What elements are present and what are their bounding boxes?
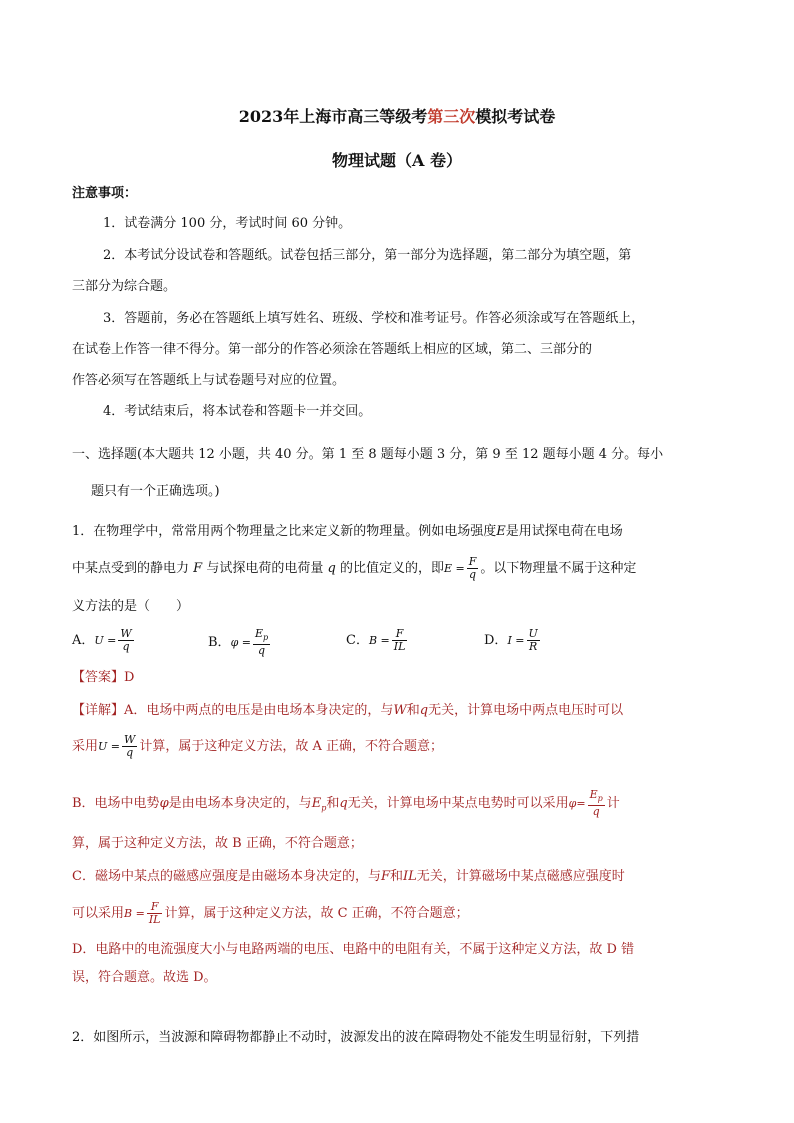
- note-item-2a: 2．本考试分设试卷和答题纸。试卷包括三部分，第一部分为选择题，第二部分为填空题，第: [103, 248, 632, 263]
- detail-text: 和: [389, 869, 403, 884]
- symbol-E: E: [496, 524, 506, 539]
- symbol-phi: φ: [159, 796, 169, 812]
- fraction-denominator: q: [122, 640, 130, 653]
- q1-line-1: [72, 522, 623, 542]
- fraction-numerator: W: [124, 733, 136, 746]
- symbol-IL: IL: [403, 869, 417, 884]
- notes-heading: 注意事项：: [72, 186, 138, 201]
- note-item-3c: 作答必须写在答题纸上与试卷题号对应的位置。: [72, 373, 346, 388]
- symbol-q: q: [419, 703, 429, 718]
- detail-text: 无关，计算电场中某点电势时可以采用: [347, 796, 569, 812]
- note-item-1: 1．试卷满分 100 分，考试时间 60 分钟。: [103, 216, 352, 231]
- fraction-numerator: [588, 789, 605, 806]
- exam-subtitle: 物理试题（A 卷）: [332, 151, 462, 170]
- detail-d-line-1: D．电路中的电流强度大小与电路两端的电压、电路中的电阻有关，不属于这种定义方法，故 D 错: [72, 942, 635, 957]
- formula-lhs: U =: [94, 634, 117, 647]
- fraction-denominator: q: [258, 644, 266, 658]
- formula-lhs: B =: [124, 907, 145, 920]
- symbol-Ep: [312, 796, 327, 811]
- symbol-q: q: [327, 561, 336, 576]
- fraction-numerator: F: [392, 628, 408, 641]
- detail-d-line-2: 误，符合题意。故选 D。: [72, 970, 217, 985]
- note-item-3b: 在试卷上作答一律不得分。第一部分的作答必须涂在答题纸上相应的区域，第二、三部分的: [72, 342, 593, 357]
- fraction-Ep-over-q: [253, 628, 270, 657]
- detail-text: A．电场中两点的电压是由电场本身决定的，与: [124, 703, 394, 718]
- formula-lhs: φ =: [230, 636, 251, 650]
- detail-c-line-2: [72, 901, 469, 926]
- detail-text: 和: [406, 703, 420, 718]
- detail-text: 和: [326, 796, 340, 812]
- fraction-W-over-q: [118, 628, 133, 653]
- symbol-W: W: [393, 703, 407, 718]
- detail-text: 计算，属于这种定义方法，故 C 正确，不符合题意；: [164, 906, 469, 921]
- fraction-U-over-R: [527, 628, 540, 653]
- fraction-numerator: W: [120, 627, 132, 640]
- option-label: B．: [208, 635, 231, 651]
- subscript-p: p: [597, 794, 603, 804]
- detail-text: 计算，属于这种定义方法，故 A 正确，不符合题意；: [139, 739, 443, 754]
- q2-line-1: 2．如图所示，当波源和障碍物都静止不动时，波源发出的波在障碍物处不能发生明显衍射，下列措: [72, 1030, 640, 1045]
- detail-a-line-2: [72, 734, 443, 759]
- subscript-p: p: [263, 633, 269, 643]
- answer-value: D: [124, 670, 135, 685]
- option-a[interactable]: [72, 628, 136, 653]
- detail-text: C．磁场中某点的磁感应强度是由磁场本身决定的，与: [72, 869, 381, 884]
- detail-text: 计: [606, 796, 620, 812]
- q1-text: 的比值定义的，即: [339, 561, 444, 576]
- fraction-numerator: U: [528, 627, 538, 640]
- detail-b-line-1: [72, 789, 620, 819]
- symbol-F: F: [380, 869, 390, 884]
- option-d[interactable]: [484, 628, 542, 653]
- symbol-E: E: [311, 796, 322, 812]
- fraction-denominator: R: [528, 640, 538, 653]
- fraction-W-over-q: [122, 734, 137, 759]
- fraction-Ep-over-q: [588, 789, 605, 818]
- formula-lhs: E =: [443, 562, 465, 575]
- fraction-F-over-IL: [392, 628, 408, 653]
- option-label: D．: [484, 633, 508, 648]
- symbol-q: q: [339, 796, 348, 812]
- section-1-instructions-cont: 题只有一个正确选项。): [91, 484, 220, 499]
- subscript-p: p: [321, 803, 327, 813]
- q1-text: 。以下物理量不属于这种定: [480, 561, 637, 576]
- fraction-denominator: q: [126, 746, 134, 759]
- exam-title: [0, 104, 794, 127]
- fraction-numerator: F: [468, 555, 477, 568]
- answer-line: [72, 668, 134, 688]
- symbol-F: F: [193, 561, 203, 576]
- detail-text: 是由电场本身决定的，与: [168, 796, 312, 812]
- detail-c-line-1: [72, 867, 625, 887]
- fraction-denominator: IL: [393, 640, 406, 653]
- title-highlight: 第三次: [427, 107, 476, 126]
- detail-b-line-2: 算，属于这种定义方法，故 B 正确，不符合题意；: [72, 836, 363, 851]
- fraction-F-over-IL: [147, 901, 163, 926]
- option-b[interactable]: [208, 628, 272, 657]
- title-prefix: 2023年上海市高三等级考: [238, 107, 428, 126]
- option-label: A．: [72, 633, 95, 648]
- q1-text: 中某点受到的静电力: [72, 561, 190, 576]
- option-c[interactable]: [346, 628, 409, 653]
- detail-a-line-1: [72, 701, 623, 721]
- formula-lhs: B =: [368, 634, 390, 647]
- section-1-instructions: 一、选择题(本大题共 12 小题，共 40 分。第 1 至 8 题每小题 3 分，第 9 至 12 题每小题 4 分。每小: [72, 447, 664, 462]
- option-label: C．: [346, 633, 369, 648]
- fraction-F-over-q: [467, 556, 479, 581]
- note-item-2b: 三部分为综合题。: [72, 279, 177, 294]
- detail-text: 可以采用: [72, 906, 125, 921]
- symbol-E: E: [589, 788, 598, 801]
- q1-line-2: [72, 556, 636, 581]
- fraction-denominator: q: [592, 805, 600, 819]
- q1-line-3: 义方法的是（ ）: [72, 599, 190, 614]
- fraction-numerator: [253, 628, 270, 645]
- detail-text: 采用: [72, 739, 99, 754]
- symbol-E: E: [254, 627, 264, 640]
- note-item-4: 4．考试结束后，将本试卷和答题卡一并交回。: [103, 404, 372, 419]
- detail-text: 无关，计算磁场中某点磁感应强度时: [416, 869, 625, 884]
- title-suffix: 模拟考试卷: [475, 107, 556, 126]
- answer-label: 【答案】: [72, 670, 125, 685]
- detail-label: 【详解】: [72, 703, 125, 718]
- q1-text: 1．在物理学中，常常用两个物理量之比来定义新的物理量。例如电场强度: [72, 524, 497, 539]
- formula-lhs: I =: [507, 634, 525, 647]
- formula-lhs: U =: [98, 740, 120, 753]
- q1-text: 是用试探电荷在电场: [505, 524, 623, 539]
- detail-text: B．电场中电势: [72, 796, 160, 812]
- fraction-numerator: F: [147, 901, 163, 914]
- fraction-denominator: IL: [148, 913, 161, 926]
- fraction-denominator: q: [469, 568, 477, 581]
- detail-text: 无关，计算电场中两点电压时可以: [428, 703, 624, 718]
- q1-text: 与试探电荷的电荷量: [206, 561, 324, 576]
- formula-lhs: φ=: [568, 797, 586, 811]
- note-item-3a: 3．答题前，务必在答题纸上填写姓名、班级、学校和准考证号。作答必须涂或写在答题纸上，: [103, 311, 645, 326]
